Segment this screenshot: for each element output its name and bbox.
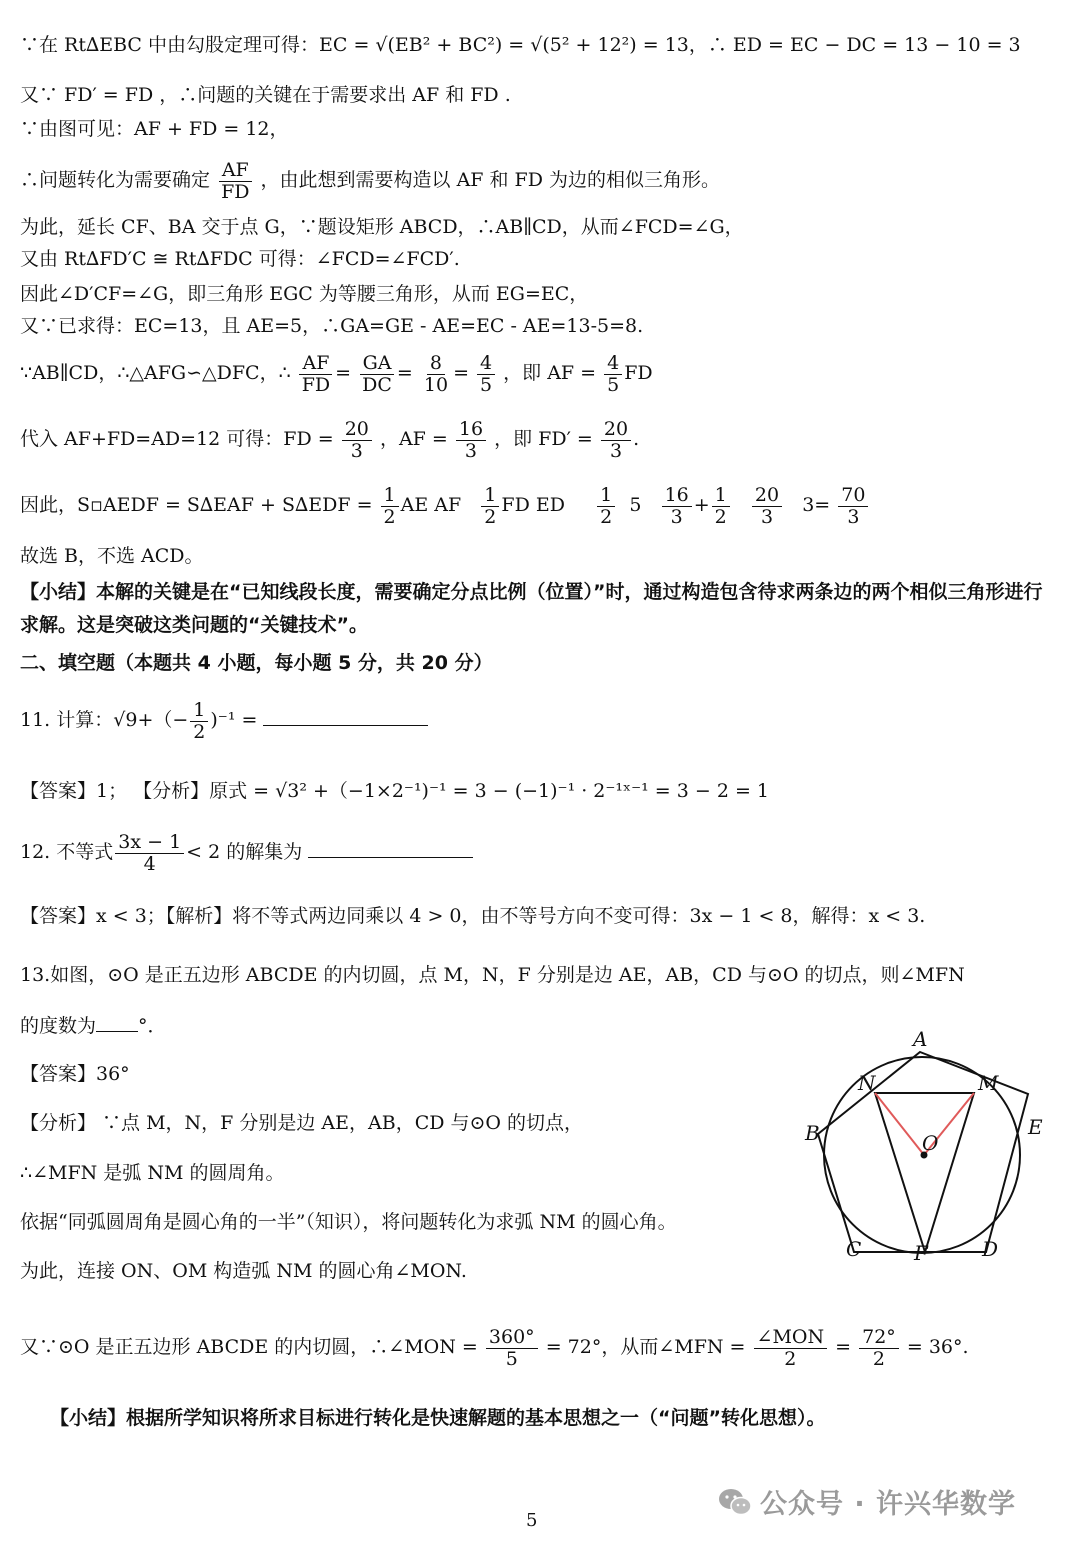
text: ，即 FD′ = — [494, 428, 593, 450]
fraction — [662, 485, 692, 528]
fraction — [604, 353, 622, 396]
summary-1: 【小结】本解的关键是在“已知线段长度，需要确定分点比例（位置）”时，通过构造包含待求两条边的两个相似三角形进行求解。这是突破这类问题的“关键技术”。 — [20, 581, 1043, 636]
line-2: 又∵ FD′ = FD ，∴问题的关键在于需要求出 AF 和 FD . — [20, 84, 511, 106]
fraction — [381, 485, 399, 528]
analysis-3: 依据“同弧圆周角是圆心角的一半”（知识），将问题转化为求弧 NM 的圆心角。 — [20, 1211, 677, 1233]
frac-num: AF — [219, 160, 252, 182]
fraction — [601, 419, 631, 462]
text: ，由此想到需要构造以 AF 和 FD 为边的相似三角形。 — [260, 169, 721, 191]
frac-den: 2 — [872, 1347, 886, 1370]
line-11 — [20, 475, 870, 535]
answer-blank[interactable] — [96, 1011, 138, 1032]
frac-num: 20 — [601, 419, 631, 441]
line-1: ∵在 Rt∆EBC 中由勾股定理可得：EC = √(EB² + BC²) = √(5² + 12²) = 13，∴ ED = EC − DC = 13 − 10 = 3 — [20, 34, 1021, 56]
text: ，即 AF = — [503, 362, 597, 384]
fraction — [190, 700, 208, 743]
watermark-text: 公众号 · 许兴华数学 — [760, 1489, 1017, 1520]
frac-den: 3 — [847, 505, 860, 528]
frac-den: 2 — [383, 505, 396, 528]
fraction — [712, 485, 730, 528]
frac-den: 5 — [505, 1347, 518, 1370]
frac-num: 1 — [712, 485, 730, 507]
text: AE AF — [400, 494, 462, 516]
fraction — [481, 485, 499, 528]
fraction — [115, 832, 184, 875]
question-13-line-1: 13.如图，⊙O 是正五边形 ABCDE 的内切圆，点 M，N，F 分别是边 AE，AB，CD 与⊙O 的切点，则∠MFN — [20, 964, 965, 986]
frac-den: 2 — [484, 505, 497, 528]
text: 代入 AF+FD=AD=12 可得：FD = — [20, 428, 334, 450]
fraction — [754, 1327, 828, 1370]
fraction — [218, 160, 252, 203]
line-12: 故选 B，不选 ACD。 — [20, 545, 204, 567]
frac-den: 3 — [464, 439, 478, 462]
label-c: C — [846, 1237, 862, 1261]
frac-den: 2 — [193, 720, 206, 743]
fraction — [486, 1327, 538, 1370]
answer-blank[interactable] — [263, 705, 428, 726]
line-5: 为此，延长 CF、BA 交于点 G，∵题设矩形 ABCD，∴AB∥CD，从而∠FCD=∠G， — [20, 216, 744, 238]
question-13-line-2 — [20, 1011, 167, 1039]
frac-den: 2 — [784, 1347, 797, 1370]
line-4 — [20, 150, 720, 210]
fraction — [597, 485, 615, 528]
analysis-2: ∴∠MFN 是弧 NM 的圆周角。 — [20, 1162, 285, 1184]
text: ∵AB∥CD，∴△AFG∽△DFC，∴ — [20, 362, 291, 384]
answer-12: 【答案】x < 3；【解析】将不等式两边同乘以 4 > 0，由不等号方向不变可得：3x − 1 < 8，解得：x < 3. — [20, 905, 926, 927]
label-n: N — [858, 1071, 876, 1095]
page-number: 5 — [526, 1510, 538, 1531]
fraction — [456, 419, 486, 462]
frac-den: 3 — [760, 505, 774, 528]
frac-num: 20 — [752, 485, 782, 507]
answer-11: 【答案】1； 【分析】原式 = √3² +（−1×2⁻¹)⁻¹ = 3 − (−1)⁻¹ · 2⁻¹ˣ⁻¹ = 3 − 2 = 1 — [20, 780, 769, 802]
text: 11. 计算：√9+（− — [20, 709, 189, 731]
label-o: O — [922, 1131, 939, 1155]
frac-num: GA — [360, 353, 395, 375]
label-e: E — [1028, 1115, 1043, 1139]
line-3: ∵由图可见：AF + FD = 12， — [20, 118, 289, 140]
frac-num: 4 — [604, 353, 622, 375]
frac-den: 3 — [350, 439, 363, 462]
text: 5 — [629, 494, 642, 516]
text: = 72°，从而∠MFN = — [545, 1336, 746, 1358]
fraction — [838, 485, 868, 528]
frac-num: AF — [299, 353, 332, 375]
summary-2: 【小结】根据所学知识将所求目标进行转化是快速解题的基本思想之一（“问题”转化思想）。 — [50, 1407, 826, 1429]
frac-den: 4 — [143, 852, 156, 875]
fraction — [359, 353, 395, 396]
frac-den: FD — [301, 373, 331, 396]
fraction — [421, 353, 451, 396]
text: 12. 不等式 — [20, 841, 114, 863]
frac-den: 5 — [480, 373, 493, 396]
frac-num: 72° — [859, 1327, 899, 1349]
text: )⁻¹ = — [210, 709, 258, 731]
triangle-mfn — [875, 1093, 974, 1252]
frac-num: 4 — [477, 353, 495, 375]
frac-den: FD — [221, 180, 250, 203]
answer-13: 【答案】36° — [20, 1063, 130, 1085]
text: FD — [624, 362, 653, 384]
analysis-1: 【分析】 ∵点 M，N，F 分别是边 AE，AB，CD 与⊙O 的切点， — [20, 1112, 584, 1134]
fraction — [859, 1327, 899, 1370]
frac-num: 70 — [838, 485, 868, 507]
label-f: F — [914, 1241, 928, 1265]
text: °． — [138, 1015, 167, 1037]
frac-den: 3 — [609, 439, 623, 462]
text: 3= — [802, 494, 831, 516]
text: 又∵⊙O 是正五边形 ABCDE 的内切圆，∴∠MON = — [20, 1336, 478, 1358]
frac-den: DC — [362, 373, 392, 396]
watermark — [718, 1482, 1016, 1521]
segment-on — [875, 1093, 924, 1155]
frac-den: 10 — [423, 373, 449, 396]
fraction — [299, 353, 333, 396]
frac-num: 20 — [342, 419, 372, 441]
label-m: M — [978, 1071, 999, 1095]
question-12 — [20, 822, 473, 882]
frac-num: 16 — [662, 485, 692, 507]
text: 的度数为 — [20, 1015, 97, 1037]
frac-num: 360° — [486, 1327, 538, 1349]
label-b: B — [805, 1121, 820, 1145]
frac-num: 1 — [381, 485, 399, 507]
frac-num: 1 — [597, 485, 615, 507]
fraction — [342, 419, 372, 462]
line-8: 又∵已求得：EC=13，且 AE=5，∴GA=GE - AE=EC - AE=13-5=8. — [20, 315, 644, 337]
text: ，AF = — [379, 428, 448, 450]
text: + — [693, 494, 710, 516]
text: . — [633, 428, 640, 450]
frac-num: 3x − 1 — [115, 832, 184, 854]
frac-num: 8 — [427, 353, 445, 375]
text: = 36°. — [906, 1336, 969, 1358]
frac-den: 3 — [670, 505, 683, 528]
frac-num: 1 — [481, 485, 499, 507]
text: FD ED — [501, 494, 565, 516]
frac-den: 2 — [600, 505, 613, 528]
text: 因此，S▫AEDF = S∆EAF + S∆EDF = — [20, 494, 373, 516]
analysis-5 — [20, 1317, 969, 1377]
text: < 2 的解集为 — [186, 841, 303, 863]
label-a: A — [913, 1027, 928, 1051]
answer-blank[interactable] — [308, 837, 473, 858]
frac-den: 2 — [714, 505, 727, 528]
question-11 — [20, 690, 428, 750]
frac-num: 1 — [190, 700, 208, 722]
line-6: 又由 Rt∆FD′C ≅ Rt∆FDC 可得：∠FCD=∠FCD′. — [20, 248, 460, 270]
line-7: 因此∠D′CF=∠G，即三角形 EGC 为等腰三角形，从而 EG=EC， — [20, 283, 589, 305]
section-heading: 二、填空题（本题共 4 小题，每小题 5 分，共 20 分） — [20, 652, 493, 674]
wechat-icon — [718, 1487, 752, 1517]
fraction — [477, 353, 495, 396]
line-9: ∵AB∥CD，∴△AFG∽△DFC，∴ $\frac{AF}{FD}$ = $\frac{GA}{DC}$ = $\frac{8}{10}$ = $\frac{4}{5}$ ，即 AF = $\frac{4}{5}$ FD — [20, 351, 653, 396]
analysis-4: 为此，连接 ON、OM 构造弧 NM 的圆心角∠MON. — [20, 1260, 467, 1282]
frac-den: 5 — [607, 373, 620, 396]
line-10 — [20, 409, 639, 469]
frac-num: ∠MON — [754, 1327, 828, 1349]
pentagon-figure — [800, 1024, 1060, 1274]
text: ∴问题转化为需要确定 — [20, 169, 211, 191]
frac-num: 16 — [456, 419, 486, 441]
fraction — [752, 485, 782, 528]
text: = — [835, 1336, 852, 1358]
label-d: D — [982, 1237, 999, 1261]
